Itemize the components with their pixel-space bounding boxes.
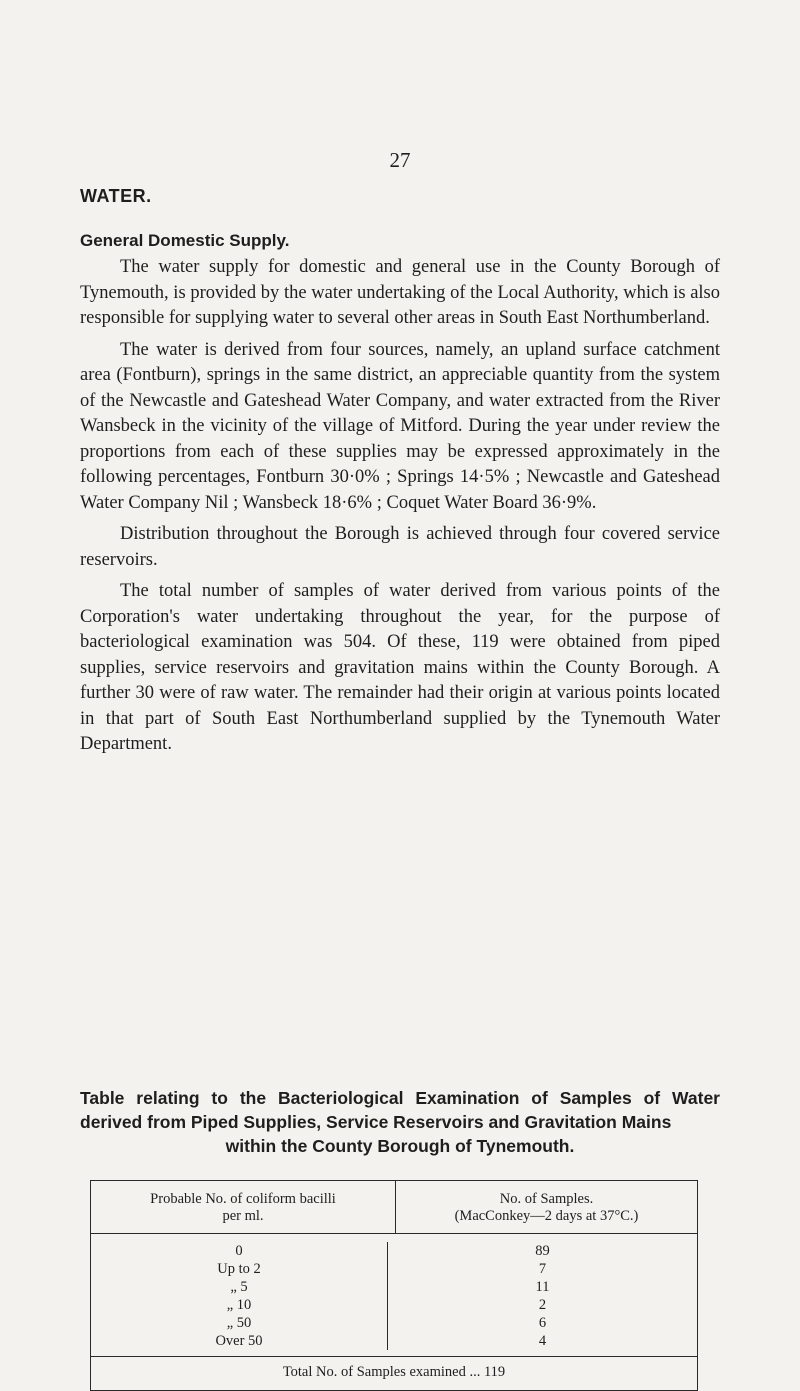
table-row [91, 1260, 697, 1278]
table-row [91, 1296, 697, 1314]
bacilli-cell: Over 50 [91, 1332, 388, 1350]
section-title: WATER. [80, 186, 152, 206]
bacilli-cell: „ 50 [91, 1314, 388, 1332]
samples-cell: 11 [535, 1279, 550, 1295]
table-heading-main: Table relating to the Bacteriological Examination of Samples of Water derived from Piped Supplies, Service Reservoirs and Gravitation Mains [80, 1088, 720, 1132]
table-total-row [91, 1357, 697, 1390]
samples-cell: 4 [538, 1333, 547, 1349]
table-row [91, 1332, 697, 1350]
header-right-line2: (MacConkey—2 days at 37°C.) [454, 1208, 639, 1224]
table-heading-last-line: within the County Borough of Tynemouth. [225, 1136, 575, 1156]
table-header-row [91, 1181, 697, 1234]
bacilli-cell: „ 10 [91, 1296, 388, 1314]
page-number: 27 [389, 148, 411, 172]
table-row [91, 1242, 697, 1260]
header-right-line1: No. of Samples. [499, 1191, 594, 1207]
bacilli-cell: Up to 2 [91, 1260, 388, 1278]
header-coliform-bacilli [91, 1181, 396, 1234]
table-values [91, 1234, 697, 1357]
samples-cell: 6 [538, 1315, 547, 1331]
bacteriological-table [90, 1180, 698, 1391]
total-label: Total No. of Samples examined ... [282, 1364, 481, 1380]
bacilli-cell: 0 [91, 1242, 388, 1260]
paragraph-samples: The total number of samples of water derived from various points of the Corporation's water undertaking throughout the year, for the purpose of bacteriological examination was 504. Of these, 119 were obtained from piped supplies, service reservoirs and gravitation mains within the County Borough. A further 30 were of raw water. The remainder had their origin at various points located in that part of South East Northumberland supplied by the Tynemouth Water Department. [80, 581, 720, 754]
total-value: 119 [483, 1364, 506, 1380]
bacilli-cell: „ 5 [91, 1278, 388, 1296]
table-heading [80, 1086, 720, 1158]
paragraph-water-supply: The water supply for domestic and general use in the County Borough of Tynemouth, is provided by the water undertaking of the Local Authority, which is also responsible for supplying water to several other areas in South East Northumberland. [80, 257, 720, 328]
table-row [91, 1278, 697, 1296]
body-text [80, 255, 720, 764]
header-samples [396, 1181, 697, 1234]
header-left-line1: Probable No. of coliform bacilli [150, 1191, 336, 1207]
paragraph-water-sources: The water is derived from four sources, namely, an upland surface catchment area (Fontburn), springs in the same district, an appreciable quantity from the system of the Newcastle and Gateshead Water Company, and water extracted from the River Wansbeck in the vicinity of the village of Mitford. During the year under review the proportions from each of these supplies may be expressed approximately in the following percentages, Fontburn 30·0% ; Springs 14·5% ; Newcastle and Gateshead Water Company Nil ; Wansbeck 18·6% ; Coquet Water Board 36·9%. [80, 339, 720, 513]
header-left-line2: per ml. [222, 1208, 264, 1224]
subsection-title: General Domestic Supply. [80, 231, 290, 250]
table-row [91, 1314, 697, 1332]
samples-cell: 2 [538, 1297, 547, 1313]
samples-cell: 7 [538, 1261, 547, 1277]
paragraph-distribution: Distribution throughout the Borough is achieved through four covered service reservoirs. [80, 524, 720, 570]
samples-cell: 89 [535, 1243, 550, 1259]
